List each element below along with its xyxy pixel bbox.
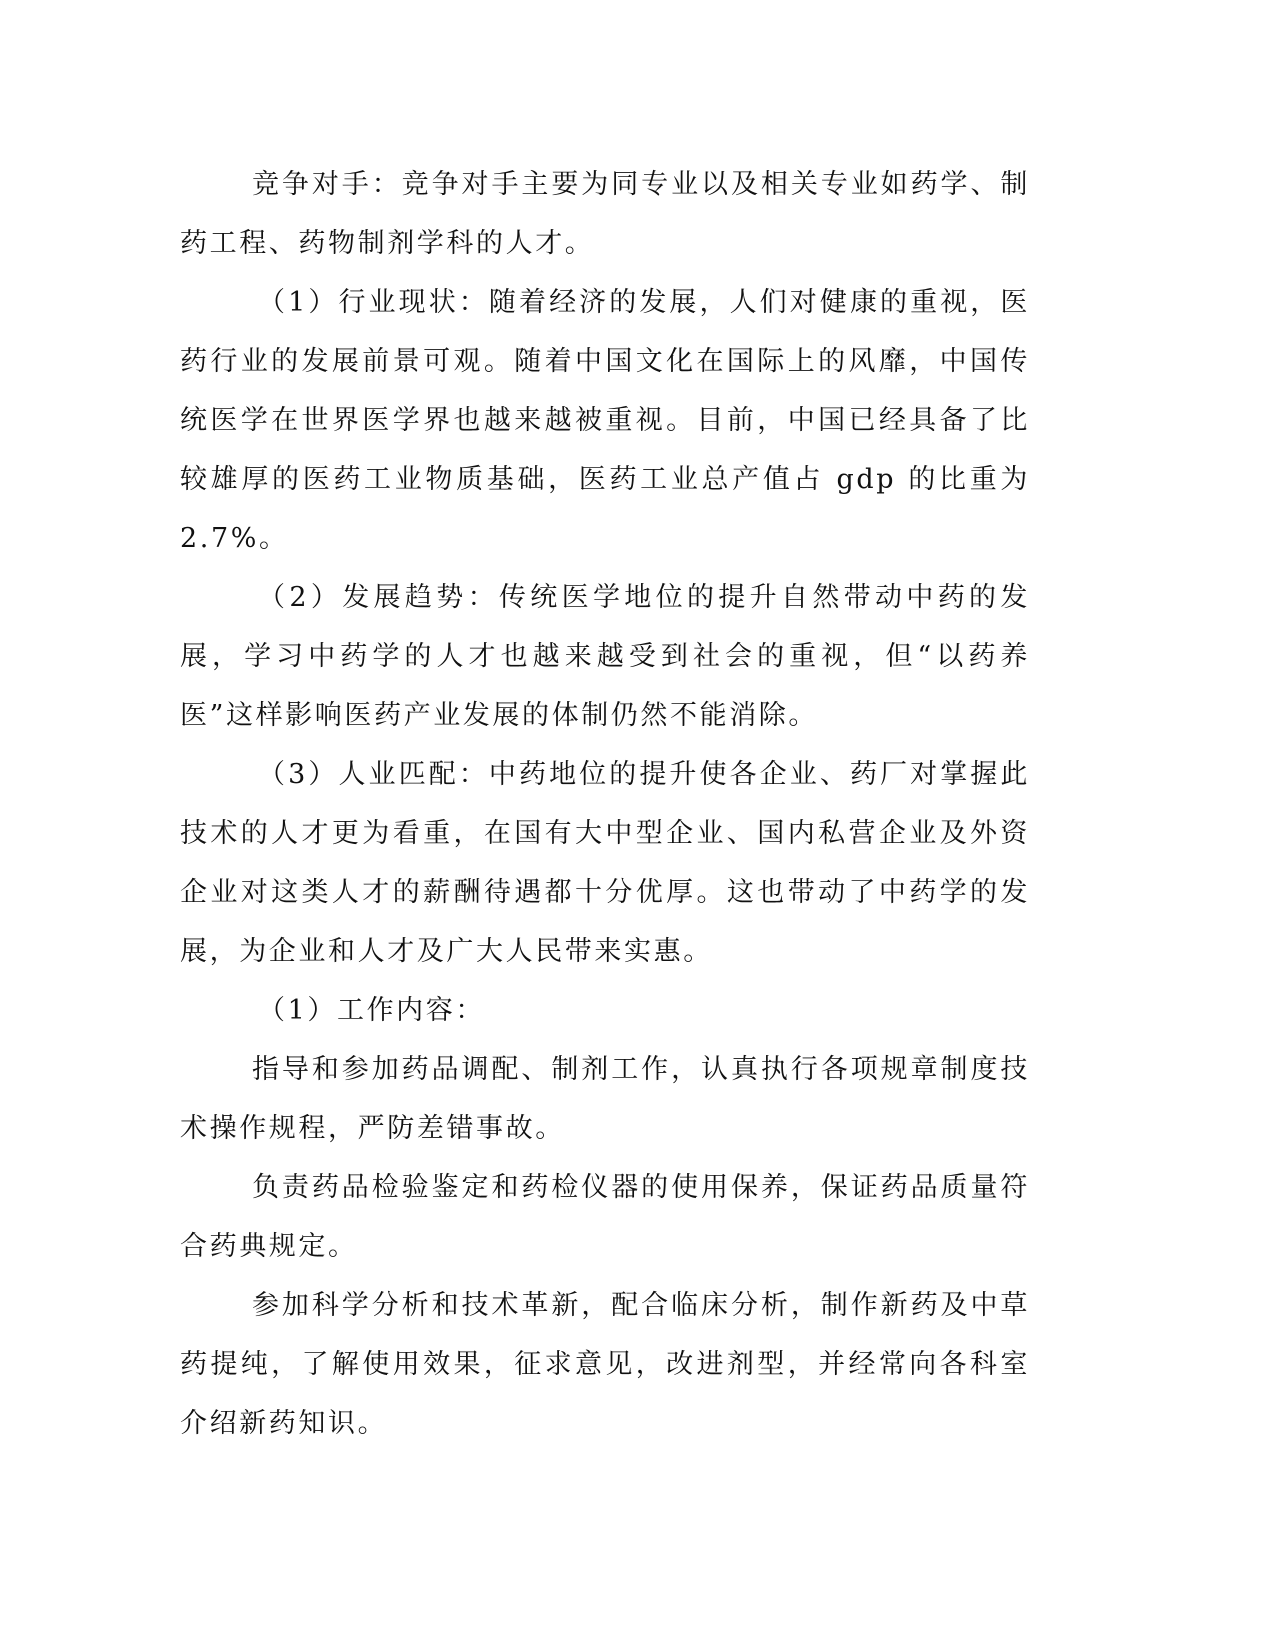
paragraph-inspection-duty: 负责药品检验鉴定和药检仪器的使用保养，保证药品质量符合药典规定。 <box>180 1172 1030 1262</box>
paragraph-development-trend: （2）发展趋势：传统医学地位的提升自然带动中药的发展，学习中药学的人才也越来越受到社会的重视，但“以药养医”这样影响医药产业发展的体制仍然不能消除。 <box>180 582 1030 731</box>
paragraph-work-content-heading: （1）工作内容： <box>258 995 485 1026</box>
document-body <box>180 155 1030 1453</box>
paragraph-dispensing-duty: 指导和参加药品调配、制剂工作，认真执行各项规章制度技术操作规程，严防差错事故。 <box>180 1054 1030 1144</box>
paragraph-industry-status: （1）行业现状：随着经济的发展，人们对健康的重视，医药行业的发展前景可观。随着中国文化在国际上的风靡，中国传统医学在世界医学界也越来越被重视。目前，中国已经具备了比较雄厚的医药工业物质基础，医药工业总产值占 gdp 的比重为 2.7%。 <box>180 287 1030 554</box>
paragraph-person-job-match: （3）人业匹配：中药地位的提升使各企业、药厂对掌握此技术的人才更为看重，在国有大中型企业、国内私营企业及外资企业对这类人才的薪酬待遇都十分优厚。这也带动了中药学的发展，为企业和人才及广大人民带来实惠。 <box>180 759 1030 967</box>
paragraph-competitors: 竞争对手：竞争对手主要为同专业以及相关专业如药学、制药工程、药物制剂学科的人才。 <box>180 169 1030 259</box>
paragraph-research-duty: 参加科学分析和技术革新，配合临床分析，制作新药及中草药提纯，了解使用效果，征求意见，改进剂型，并经常向各科室介绍新药知识。 <box>180 1290 1030 1439</box>
